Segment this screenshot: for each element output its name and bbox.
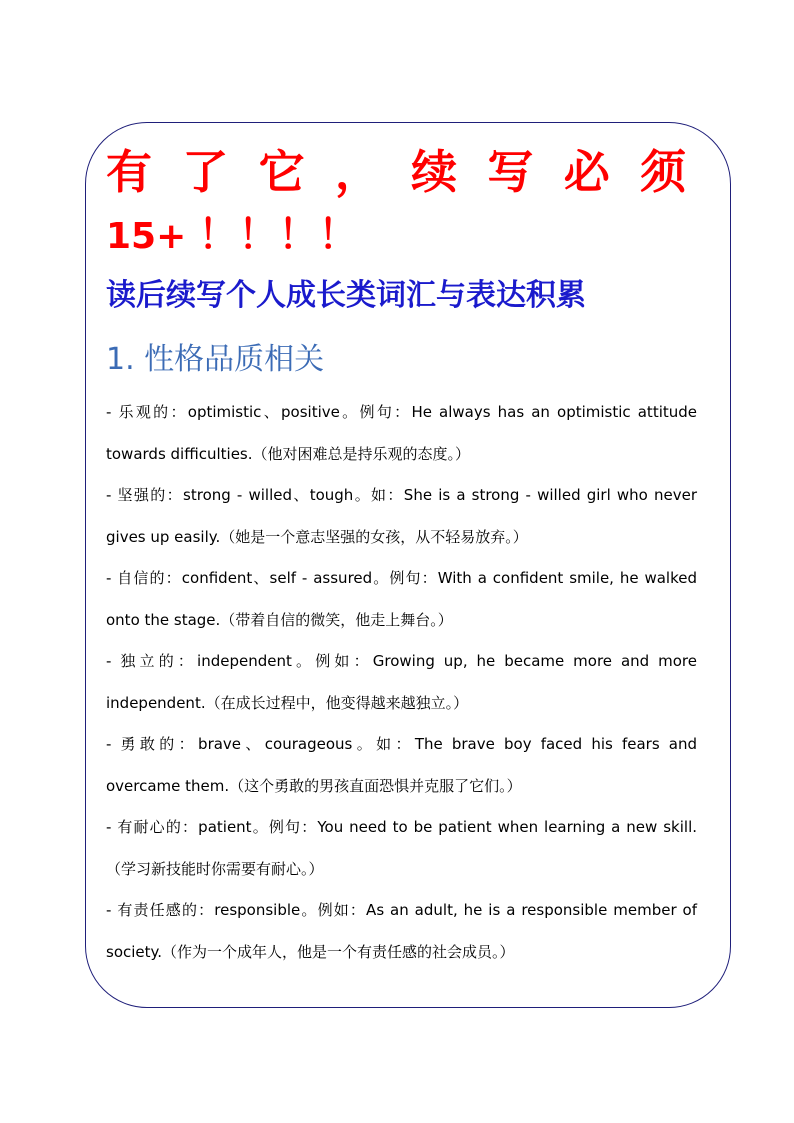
headline-line-1: [106, 140, 686, 204]
subtitle: 读后续写个人成长类词汇与表达积累: [106, 278, 586, 313]
headline-char: 它: [258, 145, 305, 199]
vocab-entry-confident: - 自信的：confident、self - assured。例句：With a confident smile, he walked onto the stage.（带着自信的微笑，他走上舞台。）: [106, 569, 697, 629]
headline-line-2: [106, 206, 358, 266]
headline-char: 须: [639, 145, 686, 199]
vocab-entry-independent: - 独立的：independent。例如：Growing up, he became more and more independent.（在成长过程中，他变得越来越独立。）: [106, 652, 697, 712]
section-heading: 1. 性格品质相关: [106, 342, 325, 377]
vocab-entry-patient: - 有耐心的：patient。例句：You need to be patient when learning a new skill.（学习新技能时你需要有耐心。）: [106, 818, 697, 878]
headline-char: 写: [487, 145, 534, 199]
headline-char: 了: [182, 145, 229, 199]
headline-char: 必: [563, 145, 610, 199]
vocab-entry-strong-willed: - 坚强的：strong - willed、tough。如：She is a strong - willed girl who never gives up easily.（她是一个意志坚强的女孩，从不轻易放弃。）: [106, 486, 697, 546]
vocabulary-list: [106, 392, 697, 973]
vocab-entry-brave: - 勇敢的：brave、courageous。如：The brave boy faced his fears and overcame them.（这个勇敢的男孩直面恐惧并克服了它们。）: [106, 735, 697, 795]
headline-char: 续: [411, 145, 458, 199]
headline-char: ，: [334, 145, 381, 199]
headline-char: 有: [106, 145, 152, 199]
headline-score: 15+: [106, 216, 187, 257]
vocab-entry-optimistic: - 乐观的：optimistic、positive。例句：He always has an optimistic attitude towards difficulties.（他对困难总是持乐观的态度。）: [106, 403, 697, 463]
vocab-entry-responsible: - 有责任感的：responsible。例如：As an adult, he is a responsible member of society.（作为一个成年人，他是一个有责任感的社会成员。）: [106, 901, 697, 961]
headline-exclamations: ！！！！: [198, 212, 359, 258]
